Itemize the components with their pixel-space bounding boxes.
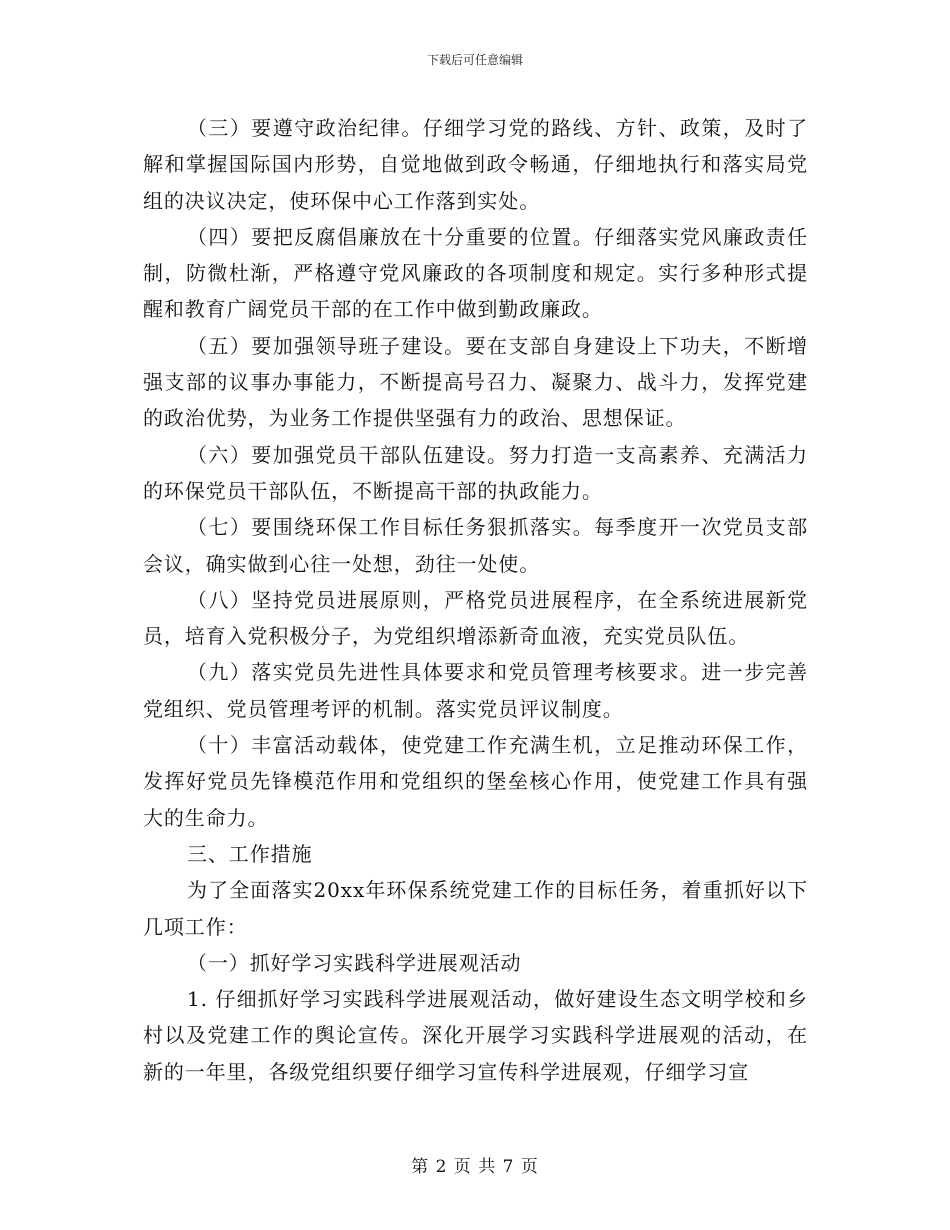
paragraph-cadre-team-building: （六）要加强党员干部队伍建设。努力打造一支高素养、充满活力的环保党员干部队伍，不断提高干部的执政能力。 (143, 442, 808, 503)
paragraph-work-targets: （七）要围绕环保工作目标任务狠抓落实。每季度开一次党员支部会议，确实做到心往一处想，劲往一处使。 (143, 515, 808, 576)
paragraph-member-assessment: （九）落实党员先进性具体要求和党员管理考核要求。进一步完善党组织、党员管理考评的机制。落实党员评议制度。 (143, 660, 808, 721)
paragraph-anti-corruption: （四）要把反腐倡廉放在十分重要的位置。仔细落实党风廉政责任制，防微杜渐，严格遵守党风廉政的各项制度和规定。实行多种形式提醒和教育广阔党员干部的在工作中做到勤政廉政。 (143, 224, 808, 322)
subheading-study-practice: （一）抓好学习实践科学进展观活动 (187, 950, 522, 975)
paragraph-measures-intro: 为了全面落实20xx年环保系统党建工作的目标任务，着重抓好以下几项工作： (143, 878, 808, 939)
page-number: 第 2 页 共 7 页 (411, 1157, 539, 1177)
document-body (143, 110, 808, 1090)
paragraph-activity-carriers: （十）丰富活动载体，使党建工作充满生机，立足推动环保工作，发挥好党员先锋模范作用和党组织的堡垒核心作用，使党建工作具有强大的生命力。 (143, 733, 808, 830)
page-header: 下载后可任意编辑 (426, 53, 523, 67)
paragraph-item-1: 1. 仔细抓好学习实践科学进展观活动，做好建设生态文明学校和乡村以及党建工作的舆论宣传。深化开展学习实践科学进展观的活动，在新的一年里，各级党组织要仔细学习宣传科学进展观，仔细学习宣 (143, 987, 808, 1084)
paragraph-member-development: （八）坚持党员进展原则，严格党员进展程序，在全系统进展新党员，培育入党积极分子，为党组织增添新奇血液，充实党员队伍。 (143, 587, 808, 649)
paragraph-political-discipline: （三）要遵守政治纪律。仔细学习党的路线、方针、政策，及时了解和掌握国际国内形势，自觉地做到政令畅通，仔细地执行和落实局党组的决议决定，使环保中心工作落到实处。 (143, 116, 808, 213)
section-heading-work-measures: 三、工作措施 (187, 841, 313, 866)
paragraph-leadership-building: （五）要加强领导班子建设。要在支部自身建设上下功夫，不断增强支部的议事办事能力，不断提高号召力、凝聚力、战斗力，发挥党建的政治优势，为业务工作提供坚强有力的政治、思想保证。 (143, 333, 808, 431)
